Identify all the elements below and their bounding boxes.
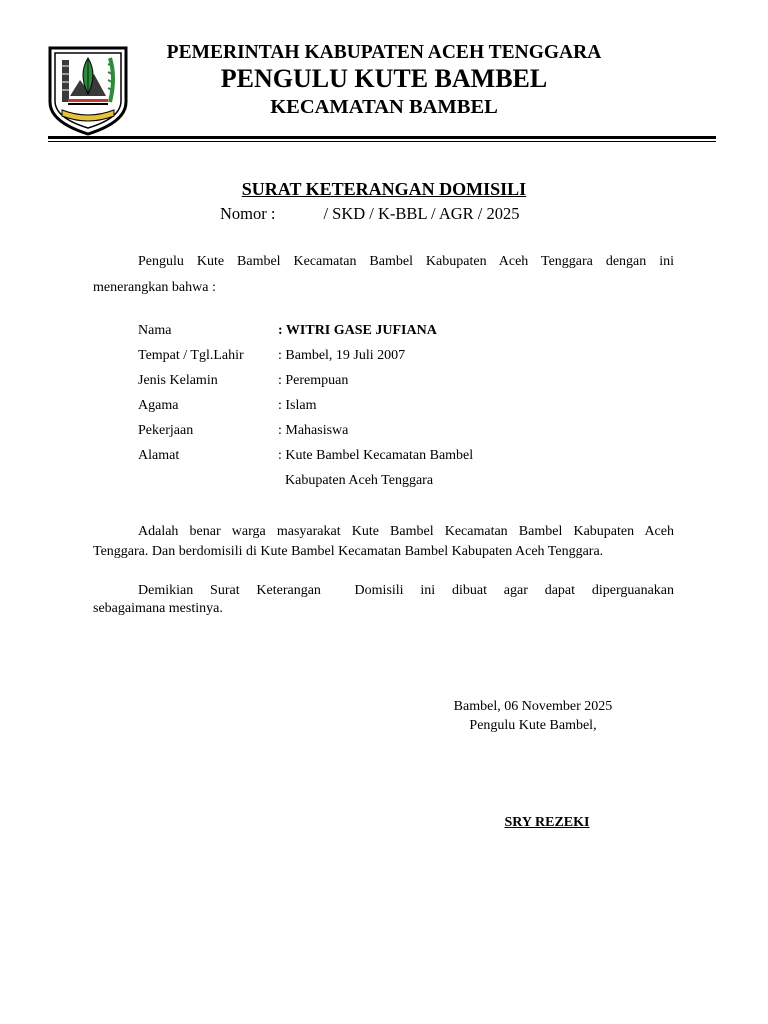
closing-line-2: sebagaimana mestinya. bbox=[93, 601, 223, 616]
regency-emblem-icon bbox=[44, 44, 132, 136]
field-value: : Kute Bambel Kecamatan Bambel bbox=[278, 448, 474, 463]
field-label: Tempat / Tgl.Lahir bbox=[138, 348, 244, 363]
letterhead-divider-thick bbox=[48, 136, 716, 139]
field-label: Agama bbox=[138, 398, 179, 413]
letterhead-office: PENGULU KUTE BAMBEL bbox=[220, 64, 548, 93]
letterhead-district: KECAMATAN BAMBEL bbox=[270, 96, 498, 118]
field-label: Nama bbox=[138, 323, 172, 338]
field-value: : Islam bbox=[278, 398, 317, 413]
statement-line-1: Adalah benar warga masyarakat Kute Bambel Kecamatan Bambel Kabupaten Aceh bbox=[138, 524, 674, 539]
field-label: Alamat bbox=[138, 448, 180, 463]
closing-line-1: Demikian Surat Keterangan Domisili ini dibuat agar dapat diperguanakan bbox=[138, 583, 674, 598]
document-title: SURAT KETERANGAN DOMISILI bbox=[241, 179, 527, 199]
statement-line-2: Tenggara. Dan berdomisili di Kute Bambel Kecamatan Bambel Kabupaten Aceh Tenggara. bbox=[93, 544, 604, 559]
signature-name: SRY REZEKI bbox=[504, 815, 590, 830]
signature-role: Pengulu Kute Bambel, bbox=[469, 718, 597, 733]
field-label: Jenis Kelamin bbox=[138, 373, 218, 388]
document-number bbox=[220, 204, 520, 224]
document-number-label: Nomor : bbox=[220, 204, 276, 223]
opening-line-1: Pengulu Kute Bambel Kecamatan Bambel Kabupaten Aceh Tenggara dengan ini bbox=[138, 254, 674, 269]
opening-line-2: menerangkan bahwa : bbox=[93, 280, 216, 295]
field-value: : Mahasiswa bbox=[278, 423, 349, 438]
letterhead-government: PEMERINTAH KABUPATEN ACEH TENGGARA bbox=[166, 42, 602, 63]
field-value: : WITRI GASE JUFIANA bbox=[278, 323, 437, 338]
signature-place-date: Bambel, 06 November 2025 bbox=[453, 699, 613, 714]
field-value: : Perempuan bbox=[278, 373, 349, 388]
document-number-value: / SKD / K-BBL / AGR / 2025 bbox=[323, 204, 520, 223]
field-label: Pekerjaan bbox=[138, 423, 194, 438]
letterhead-divider-thin bbox=[48, 141, 716, 142]
field-value: Kabupaten Aceh Tenggara bbox=[278, 473, 434, 488]
field-value: : Bambel, 19 Juli 2007 bbox=[278, 348, 406, 363]
